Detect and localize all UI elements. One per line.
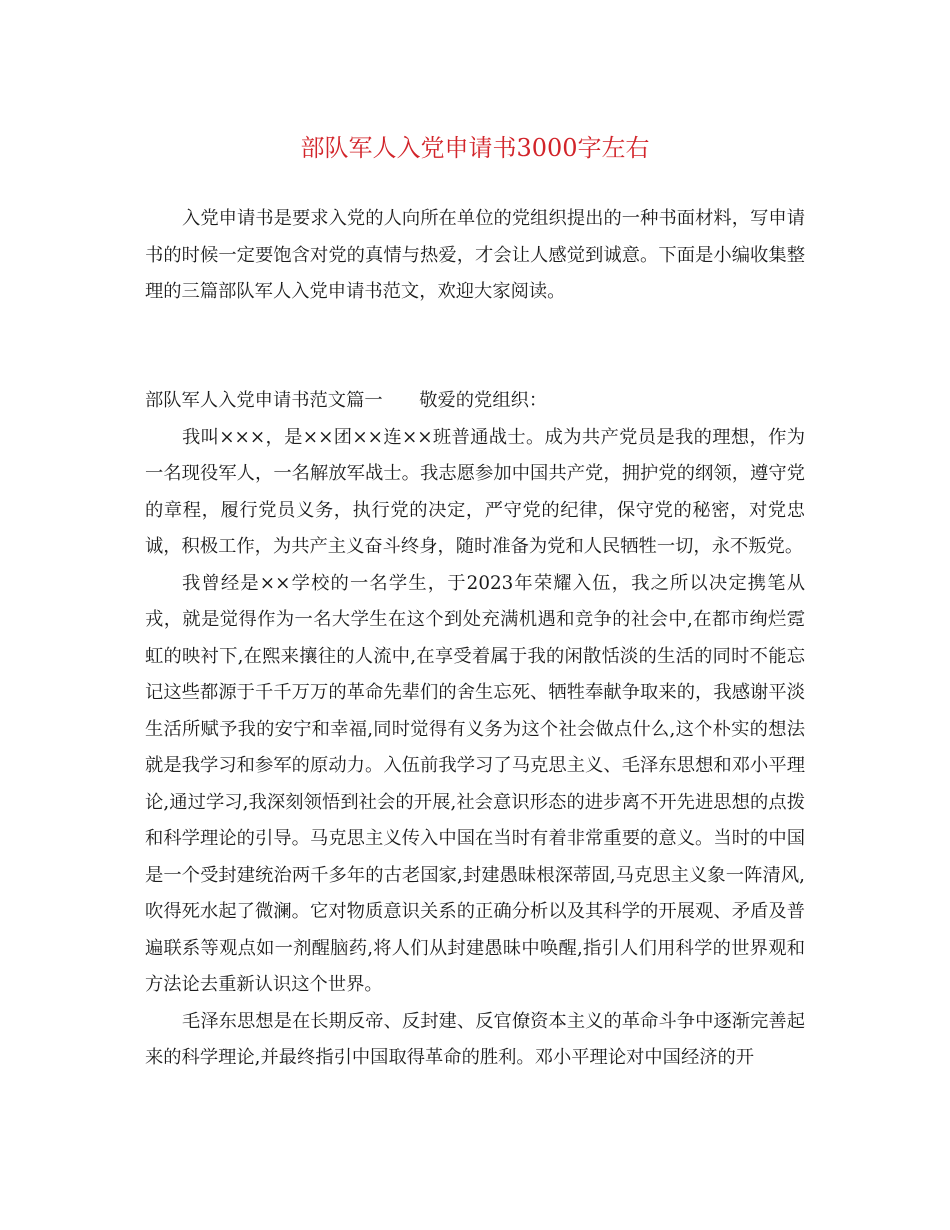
section-body bbox=[145, 383, 805, 1077]
body-paragraph-3: 毛泽东思想是在长期反帝、反封建、反官僚资本主义的革命斗争中逐渐完善起来的科学理论,并最终指引中国取得革命的胜利。邓小平理论对中国经济的开 bbox=[145, 1010, 805, 1068]
section-heading: 部队军人入党申请书范文篇一 敬爱的党组织： bbox=[145, 390, 548, 411]
document-title: 部队军人入党申请书3000字左右 bbox=[300, 134, 650, 162]
body-paragraph-1: 我叫×××，是××团××连××班普通战士。成为共产党员是我的理想，作为一名现役军人，一名解放军战士。我志愿参加中国共产党，拥护党的纲领，遵守党的章程，履行党员义务，执行党的决定，严守党的纪律，保守党的秘密，对党忠诚，积极工作，为共产主义奋斗终身，随时准备为党和人民牺牲一切，永不叛党。 bbox=[145, 426, 805, 557]
intro-paragraph: 入党申请书是要求入党的人向所在单位的党组织提出的一种书面材料，写申请书的时候一定要饱含对党的真情与热爱，才会让人感觉到诚意。下面是小编收集整理的三篇部队军人入党申请书范文，欢迎大家阅读。 bbox=[145, 208, 805, 302]
body-paragraph-2: 我曾经是××学校的一名学生，于2023年荣耀入伍，我之所以决定携笔从戎，就是觉得作为一名大学生在这个到处充满机遇和竞争的社会中,在都市绚烂霓虹的映衬下,在熙来攘往的人流中,在享受着属于我的闲散恬淡的生活的同时不能忘记这些都源于千千万万的革命先辈们的舍生忘死、牺牲奉献争取来的，我感谢平淡生活所赋予我的安宁和幸福,同时觉得有义务为这个社会做点什么,这个朴实的想法就是我学习和参军的原动力。入伍前我学习了马克思主义、毛泽东思想和邓小平理论,通过学习,我深刻领悟到社会的开展,社会意识形态的进步离不开先进思想的点拨和科学理论的引导。马克思主义传入中国在当时有着非常重要的意义。当时的中国是一个受封建统治两千多年的古老国家,封建愚昧根深蒂固,马克思主义象一阵清风,吹得死水起了微澜。它对物质意识关系的正确分析以及其科学的开展观、矛盾及普遍联系等观点如一剂醒脑药,将人们从封建愚昧中唤醒,指引人们用科学的世界观和方法论去重新认识这个世界。 bbox=[145, 572, 805, 995]
